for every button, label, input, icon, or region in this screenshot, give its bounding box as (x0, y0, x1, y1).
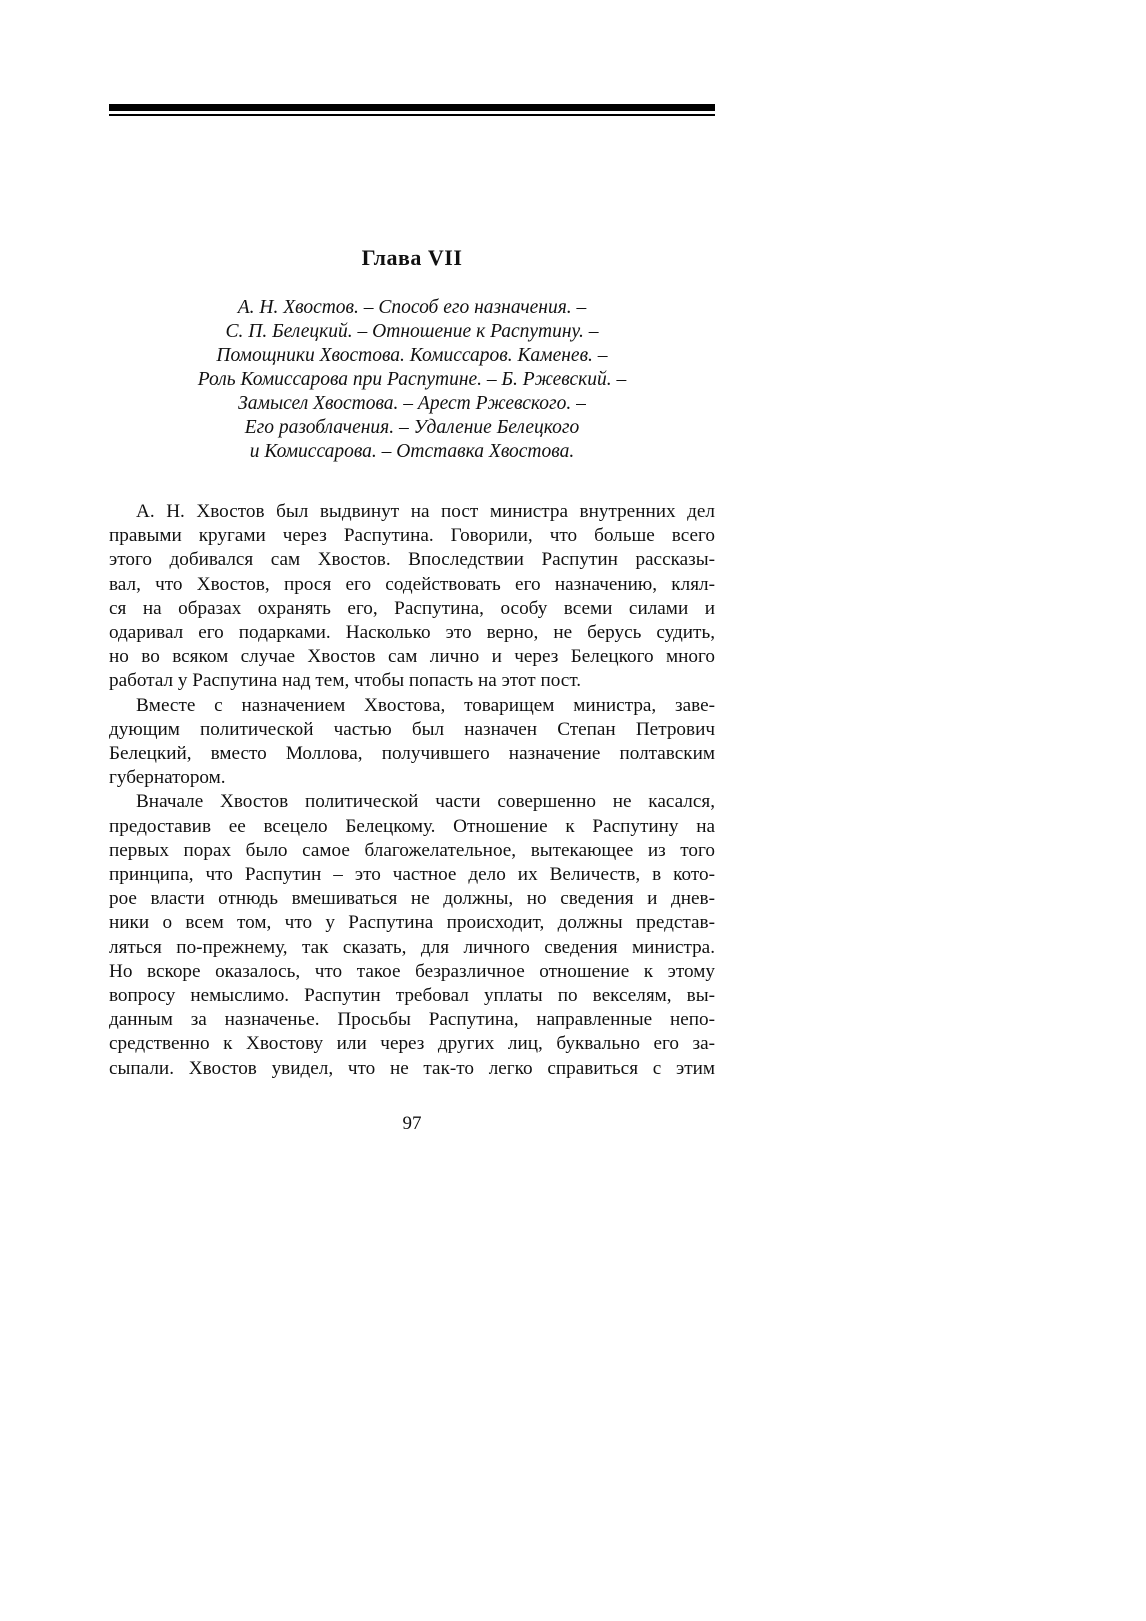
text-line: Вместе с назначением Хвостова, товарищем министра, заве- (136, 694, 715, 716)
text-line: рое власти отнюдь вмешиваться не должны, но сведения и днев- (109, 888, 715, 910)
synopsis-line: Роль Комиссарова при Распутине. – Б. Ржевский. – (197, 369, 627, 390)
synopsis-line: А. Н. Хвостов. – Способ его назначения. – (237, 297, 587, 318)
header-rule (109, 104, 715, 116)
text-line: правыми кругами через Распутина. Говорили, что больше всего (109, 525, 715, 547)
synopsis-line: Помощники Хвостова. Комиссаров. Каменев. – (216, 345, 608, 366)
synopsis-line: и Комиссарова. – Отставка Хвостова. (249, 441, 575, 462)
header-rule-thin (109, 114, 715, 116)
text-line: этого добивался сам Хвостов. Впоследствии Распутин рассказы- (109, 549, 715, 571)
paragraph-3 (109, 790, 715, 1080)
header-rule-thick (109, 104, 715, 111)
body-text (109, 500, 715, 1081)
text-line: вопросу немыслимо. Распутин требовал уплаты по векселям, вы- (109, 985, 715, 1007)
synopsis-line: С. П. Белецкий. – Отношение к Распутину. – (225, 321, 599, 342)
text-line: первых порах было самое благожелательное, вытекающее из того (109, 839, 715, 861)
text-line: ляться по-прежнему, так сказать, для личного сведения министра. (109, 936, 715, 958)
text-line: одаривал его подарками. Насколько это верно, не берусь судить, (109, 622, 715, 644)
synopsis-line: Замысел Хвостова. – Арест Ржевского. – (238, 393, 586, 414)
text-line: данным за назначенье. Просьбы Распутина, направленные непо- (109, 1009, 715, 1031)
text-line: работал у Распутина над тем, чтобы попасть на этот пост. (109, 670, 582, 692)
text-line: но во всяком случае Хвостов сам лично и через Белецкого много (109, 646, 715, 668)
text-line: сыпали. Хвостов увидел, что не так-то легко справиться с этим (109, 1057, 715, 1079)
text-line: ся на образах охранять его, Распутина, особу всеми силами и (109, 597, 715, 619)
text-line: Вначале Хвостов политической части совершенно не касался, (136, 791, 715, 813)
paragraph-2 (109, 694, 715, 791)
text-line: дующим политической частью был назначен Степан Петрович (109, 718, 715, 740)
text-line: ники о всем том, что у Распутина происходит, должны представ- (109, 912, 715, 934)
chapter-synopsis (109, 296, 715, 464)
synopsis-line: Его разоблачения. – Удаление Белецкого (244, 417, 580, 438)
text-line: Но вскоре оказалось, что такое безразличное отношение к этому (109, 960, 715, 982)
text-line: А. Н. Хвостов был выдвинут на пост министра внутренних дел (136, 501, 715, 522)
paragraph-1 (109, 500, 715, 694)
chapter-title: Глава VII (361, 245, 463, 270)
text-line: принципа, что Распутин – это частное дело их Величеств, в кото- (109, 864, 715, 886)
text-line: вал, что Хвостов, прося его содействовать его назначению, клял- (109, 573, 715, 595)
text-line: предоставив ее всецело Белецкому. Отношение к Распутину на (109, 815, 715, 837)
page-number: 97 (402, 1113, 422, 1134)
text-line: губернатором. (109, 767, 226, 789)
text-line: средственно к Хвостову или через других лиц, буквально его за- (109, 1033, 715, 1055)
text-line: Белецкий, вместо Моллова, получившего назначение полтавским (109, 743, 715, 765)
